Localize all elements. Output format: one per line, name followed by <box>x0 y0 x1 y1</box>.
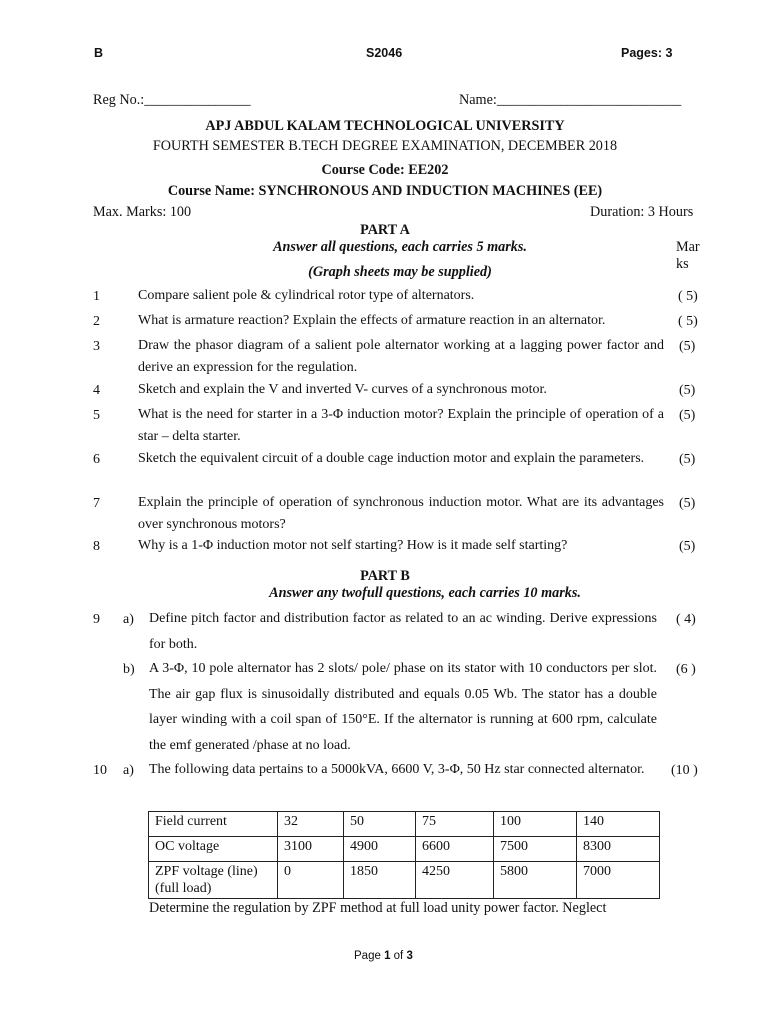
page-count: Pages: 3 <box>621 46 673 60</box>
table-row <box>149 837 660 862</box>
question-text: Define pitch factor and distribution factor as related to an ac winding. Derive expressions for both. <box>149 611 657 652</box>
question-number: 7 <box>93 496 100 511</box>
table-cell: 5800 <box>494 862 577 899</box>
question-text: Sketch and explain the V and inverted V- curves of a synchronous motor. <box>138 382 547 397</box>
table-cell: 0 <box>278 862 344 899</box>
question-number: 8 <box>93 539 100 554</box>
table-cell: 75 <box>416 812 494 837</box>
question-number: 1 <box>93 289 100 304</box>
question-text: The following data pertains to a 5000kVA, 6600 V, 3-Φ, 50 Hz star connected alternator. <box>149 762 645 777</box>
question-marks: (5) <box>679 539 696 554</box>
table-cell: 4250 <box>416 862 494 899</box>
question-text: A 3-Φ, 10 pole alternator has 2 slots/ pole/ phase on its stator with 10 conductors per slot. The air gap flux is sinusoidally distributed and equals 0.05 Wb. The stator has a double layer winding with a coil span of 150°E. If the alternator is running at 600 rpm, calculate the emf generated /phase at no load. <box>149 661 657 753</box>
footer-prefix: Page <box>354 950 385 962</box>
exam-title: FOURTH SEMESTER B.TECH DEGREE EXAMINATION, DECEMBER 2018 <box>152 138 618 154</box>
table-cell: 1850 <box>344 862 416 899</box>
question-text: Why is a 1-Φ induction motor not self starting? How is it made self starting? <box>138 538 568 553</box>
table-cell: 32 <box>278 812 344 837</box>
table-cell: 7500 <box>494 837 577 862</box>
table-cell: 4900 <box>344 837 416 862</box>
university-name: APJ ABDUL KALAM TECHNOLOGICAL UNIVERSITY <box>205 118 565 134</box>
part-a-instruction: Answer all questions, each carries 5 marks. <box>273 239 527 255</box>
table-row <box>149 862 660 899</box>
question-marks: (5) <box>679 496 696 511</box>
question-marks: (5) <box>679 383 696 398</box>
question-marks: (10 ) <box>671 763 698 778</box>
question-text: Compare salient pole & cylindrical rotor type of alternators. <box>138 288 475 303</box>
subquestion-label: a) <box>123 612 134 627</box>
question-text: Draw the phasor diagram of a salient pole alternator working at a lagging power factor and derive an expression for the regulation. <box>138 338 664 375</box>
table-cell: OC voltage <box>149 837 278 862</box>
course-code: Course Code: EE202 <box>321 162 449 178</box>
question-number: 2 <box>93 314 100 329</box>
table-row <box>149 812 660 837</box>
footer-middle: of <box>390 950 407 962</box>
subquestion-label: a) <box>123 763 134 778</box>
table-cell: 6600 <box>416 837 494 862</box>
name-field: Name:__________________________ <box>459 92 682 108</box>
question-text: What is armature reaction? Explain the effects of armature reaction in an alternator. <box>138 313 606 328</box>
table-cell: 50 <box>344 812 416 837</box>
paper-id: S2046 <box>366 46 403 60</box>
question-text-continued: Determine the regulation by ZPF method at full load unity power factor. Neglect <box>149 900 607 916</box>
subquestion-label: b) <box>123 662 135 677</box>
alternator-test-data-table <box>148 811 660 899</box>
question-number: 6 <box>93 452 100 467</box>
question-marks: (6 ) <box>676 662 696 677</box>
question-marks: (5) <box>679 339 696 354</box>
question-number: 10 <box>93 763 107 778</box>
table-cell: 100 <box>494 812 577 837</box>
max-marks: Max. Marks: 100 <box>93 204 192 220</box>
page-footer <box>354 950 413 962</box>
question-number: 9 <box>93 612 100 627</box>
marks-column-header: Mar ks <box>676 239 700 272</box>
part-a-title: PART A <box>360 222 410 238</box>
question-number: 4 <box>93 383 100 398</box>
question-text: Explain the principle of operation of synchronous induction motor. What are its advantages over synchronous motors? <box>138 495 664 532</box>
question-text: What is the need for starter in a 3-Φ induction motor? Explain the principle of operation of a star – delta starter. <box>138 407 664 444</box>
paper-set-code: B <box>94 46 104 60</box>
part-b-instruction: Answer any twofull questions, each carries 10 marks. <box>269 585 581 601</box>
question-number: 3 <box>93 339 100 354</box>
table-cell: 8300 <box>577 837 660 862</box>
table-cell: 7000 <box>577 862 660 899</box>
table-cell: 3100 <box>278 837 344 862</box>
table-cell: Field current <box>149 812 278 837</box>
question-marks: ( 5) <box>678 314 698 329</box>
question-text: Sketch the equivalent circuit of a double cage induction motor and explain the parameters. <box>138 451 645 466</box>
part-b-title: PART B <box>360 568 410 584</box>
question-marks: (5) <box>679 452 696 467</box>
total-page-number: 3 <box>406 950 413 962</box>
course-name: Course Name: SYNCHRONOUS AND INDUCTION MACHINES (EE) <box>167 183 603 199</box>
question-number: 5 <box>93 408 100 423</box>
question-marks: ( 4) <box>676 612 696 627</box>
question-marks: ( 5) <box>678 289 698 304</box>
part-a-note: (Graph sheets may be supplied) <box>308 264 492 280</box>
reg-no-field: Reg No.:_______________ <box>93 92 251 108</box>
table-cell: 140 <box>577 812 660 837</box>
table-cell: ZPF voltage (line) (full load) <box>149 862 278 899</box>
current-page-number: 1 <box>384 950 391 962</box>
duration: Duration: 3 Hours <box>590 204 694 220</box>
question-marks: (5) <box>679 408 696 423</box>
